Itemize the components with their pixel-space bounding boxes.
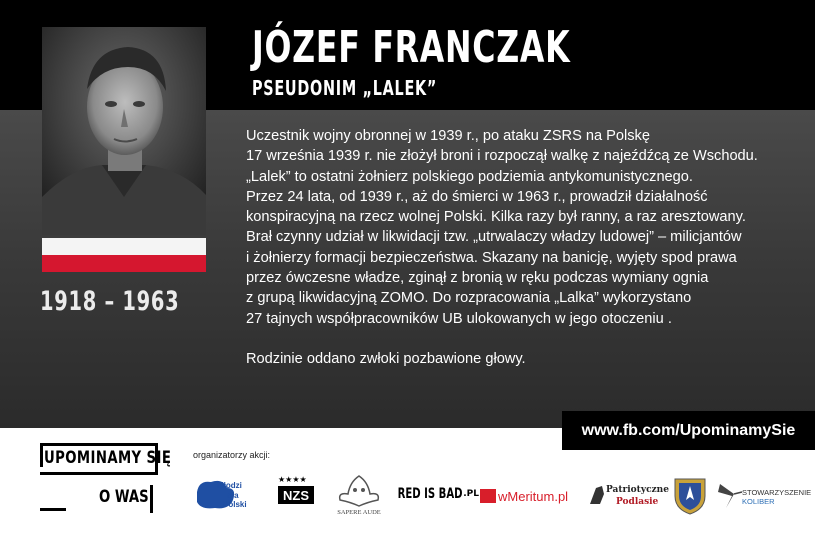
red-is-bad-text: RED IS BAD — [397, 486, 463, 502]
sponsor-sapere-aude — [334, 472, 384, 516]
owl-icon — [334, 472, 384, 516]
polish-flag — [42, 238, 206, 272]
red-is-bad-suffix: .PL — [463, 489, 479, 499]
bio-line: Przez 24 lata, od 1939 r., aż do śmierci w 1963 r., prowadził działalność — [246, 188, 708, 205]
sponsor-shield — [672, 476, 708, 516]
sponsor-patriotyczne-podlasie — [588, 480, 669, 510]
sponsor-nzs — [270, 474, 322, 516]
facebook-link[interactable]: www.fb.com/UpominamySie — [562, 411, 815, 450]
knight-icon — [588, 480, 669, 510]
shield-icon — [672, 476, 708, 516]
campaign-title-line2: O WAS — [99, 487, 149, 507]
bio-line: 27 tajnych współpracowników UB ulokowanych w jego otoczeniu . — [246, 310, 672, 327]
logo-frame-bottom — [40, 508, 66, 511]
nzs-text: NZS — [283, 488, 309, 503]
organizers-label: organizatorzy akcji: — [193, 450, 271, 460]
hummingbird-icon — [716, 478, 812, 512]
bio-closing: Rodzinie oddano zwłoki pozbawione głowy. — [246, 351, 526, 368]
sponsor-red-is-bad — [396, 484, 479, 504]
portrait-photo — [42, 27, 206, 235]
podlasie-line1: Patriotyczne — [606, 485, 669, 495]
bio-line: Uczestnik wojny obronnej w 1939 r., po ataku ZSRS na Polskę — [246, 128, 650, 144]
life-years: 1918 – 1963 — [40, 286, 180, 317]
bio-line: Brał czynny udział w likwidacji tzw. „utrwalaczy władzy ludowej” – milicjantów — [246, 229, 742, 246]
bio-line: 17 września 1939 r. nie złożył broni i rozpoczął walkę z najeźdźcą ze Wschodu. — [246, 148, 758, 165]
bio-line: konspiracyjną na rzecz wolnej Polski. Kilka razy był ranny, a raz aresztowany. — [246, 209, 746, 226]
koliber-line2: KOLIBER — [742, 497, 775, 506]
bio-line: przez ówczesne władze, zginął z bronią w ręku podczas wymiany ognia — [246, 270, 709, 287]
wmeritum-icon — [480, 489, 496, 503]
mlodzi-line1: Młodzi — [217, 481, 242, 490]
logo-frame-top — [40, 443, 158, 446]
mlodzi-line2: dla — [227, 491, 239, 500]
flag-red-stripe — [42, 255, 206, 272]
person-name: JÓZEF FRANCZAK — [252, 22, 571, 73]
mlodzi-logo-icon — [193, 476, 259, 512]
flag-white-stripe — [42, 238, 206, 255]
bio-spacer — [246, 329, 801, 349]
mlodzi-line3: Polski — [223, 500, 247, 509]
bio-line: „Lalek” to ostatni żołnierz polskiego podziemia antykomunistycznego. — [246, 168, 693, 185]
person-pseudonym: PSEUDONIM „LALEK” — [252, 76, 438, 100]
logo-frame-left — [40, 443, 43, 467]
sponsor-koliber — [716, 478, 812, 512]
sapere-text: SAPERE AUDE — [337, 509, 381, 516]
bio-line: i żołnierzy formacji bezpieczeństwa. Skazany na banicję, wyjęty spod prawa — [246, 249, 737, 266]
podlasie-line2: Podlasie — [616, 497, 659, 507]
koliber-line1: STOWARZYSZENIE — [742, 488, 812, 497]
logo-frame-middle — [40, 472, 158, 475]
nzs-stars: ★★★★ — [278, 475, 307, 484]
nzs-logo-icon — [270, 474, 322, 516]
sponsor-wmeritum — [480, 486, 570, 506]
wmeritum-text: wMeritum.pl — [498, 488, 569, 504]
campaign-title-line1: UPOMINAMY SIĘ — [44, 448, 172, 468]
biography-text — [246, 126, 801, 370]
sponsor-mlodzi-dla-polski — [193, 476, 259, 512]
logo-frame-end — [150, 485, 153, 513]
bio-line: z grupą likwidacyjną ZOMO. Do rozpracowania „Lalka” wykorzystano — [246, 290, 692, 307]
